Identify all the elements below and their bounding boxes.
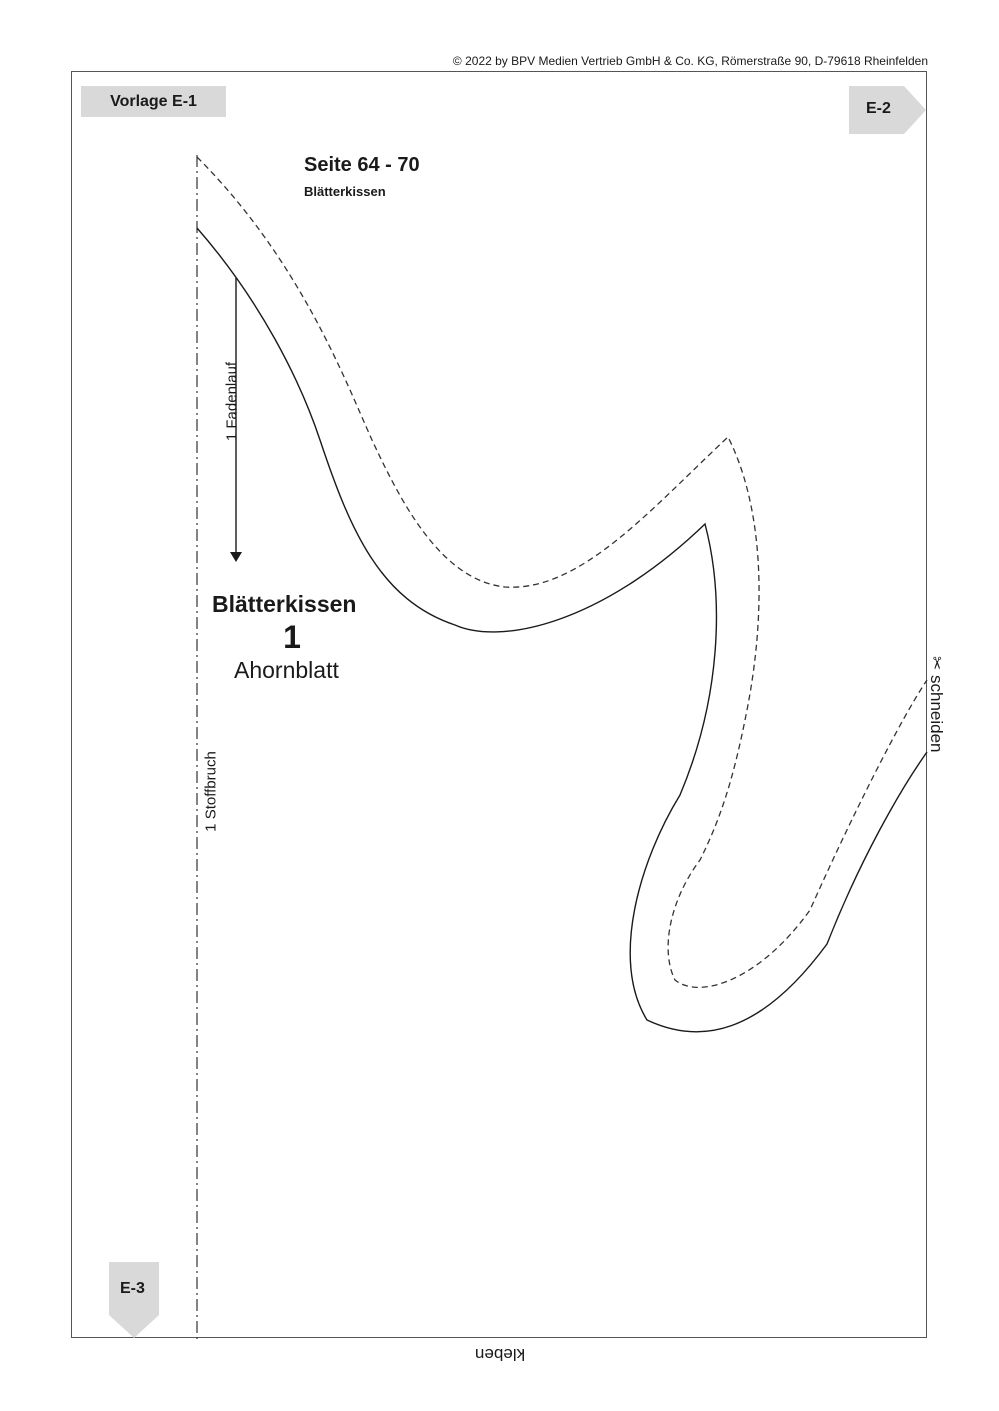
cut-line [197,228,927,1032]
grain-label: 1 Fadenlauf [223,361,241,442]
seam-allowance-line [197,157,927,987]
grain-arrow-head [230,552,242,562]
glue-label: kleben [474,1345,526,1364]
piece-title: Blätterkissen [212,591,357,617]
tab-e3-shape [109,1262,159,1338]
tab-e3-label: E-3 [120,1280,145,1297]
piece-name: Ahornblatt [234,657,339,683]
scissors-icon: ✂ [927,656,946,671]
page-reference: Seite 64 - 70 [304,154,420,176]
cut-label: schneiden [927,674,946,753]
fold-label: 1 Stoffbruch [202,751,220,832]
copyright-notice: © 2022 by BPV Medien Vertrieb GmbH & Co. KG, Römerstraße 90, D-79618 Rheinfelden [452,54,928,68]
piece-number: 1 [283,619,301,655]
cut-label-group [926,656,946,753]
page-reference-subtitle: Blätterkissen [304,184,386,199]
template-label: Vorlage E-1 [81,86,226,117]
tab-e2-label: E-2 [866,100,891,117]
